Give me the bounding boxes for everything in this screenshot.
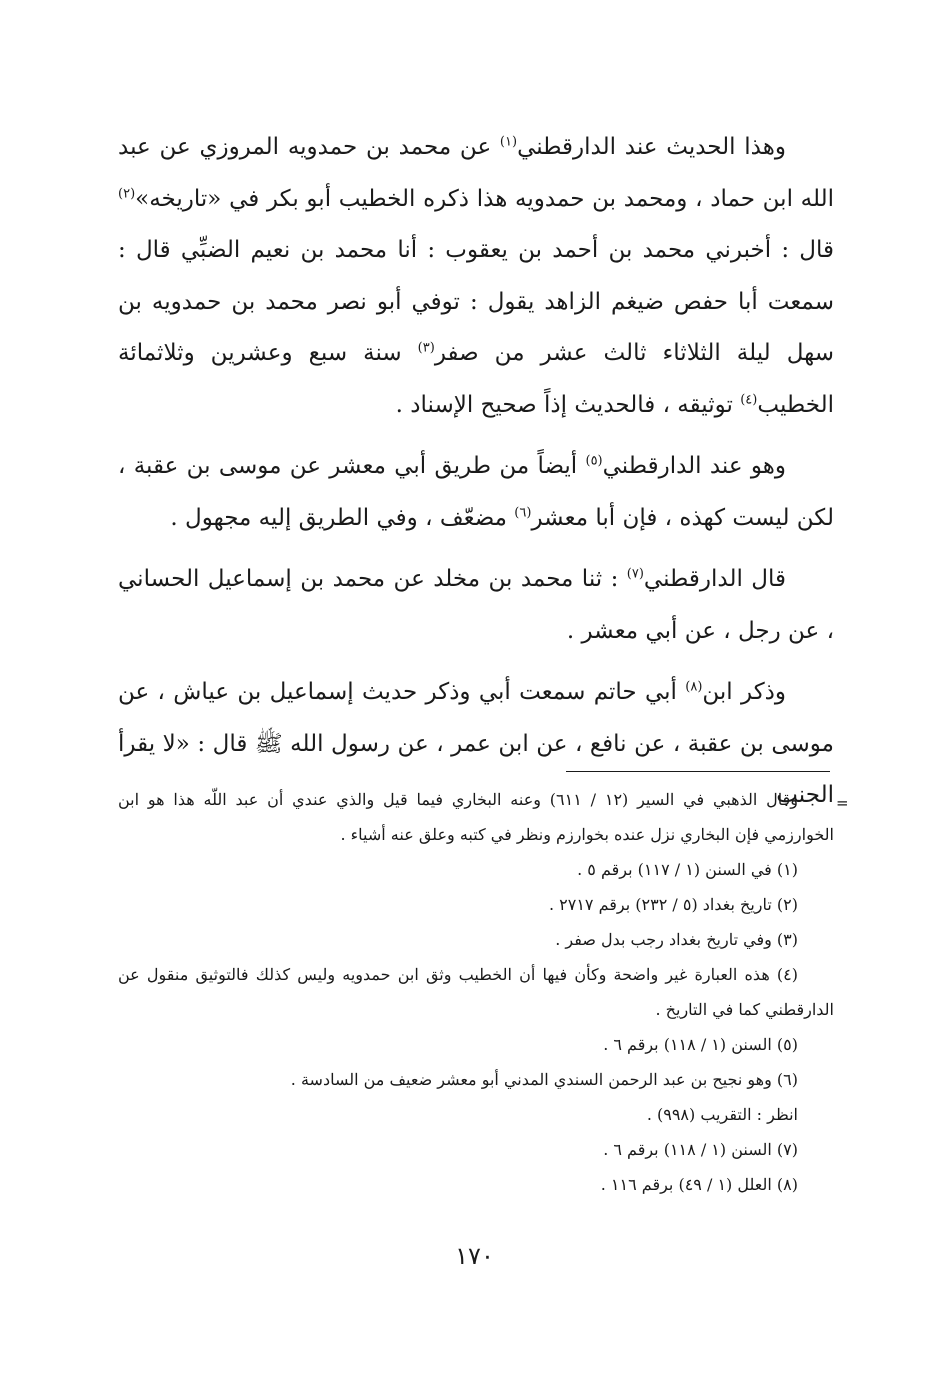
text-run: سنة سبع وعشرين وثلاثمائة الخطيب — [118, 340, 834, 418]
text-run: وهذا الحديث عند الدارقطني — [517, 134, 786, 160]
main-text-block — [118, 122, 834, 822]
footnote-ref-4: (٤) — [740, 391, 758, 407]
footnote-4: (٤) هذه العبارة غير واضحة وكأن فيها أن الخطيب وثق ابن حمدويه وليس كذلك فالتوثيق منقول عن الدارقطني كما في التاريخ . — [118, 965, 834, 1019]
footnote-divider — [566, 771, 830, 772]
footnote-ref-5: (٥) — [585, 453, 603, 469]
footnote-ref-3: (٣) — [417, 340, 435, 356]
paragraph-3 — [118, 554, 834, 657]
footnote-2: (٢) تاريخ بغداد (٥ / ٢٣٢) برقم ٢٧١٧ . — [548, 895, 798, 914]
paragraph-2 — [118, 441, 834, 544]
footnote-ref-7: (٧) — [626, 566, 644, 582]
footnote-ref-2: (٢) — [118, 185, 136, 201]
text-run: توثيقه ، فالحديث إذاً صحيح الإسناد . — [395, 391, 741, 418]
text-run: عن محمد بن حمدويه المروزي عن عبد الله ابن حماد ، ومحمد بن حمدويه هذا ذكره الخطيب أبو بكر في «تاريخه» — [118, 134, 834, 212]
text-run: مضعّف ، وفي الطريق إليه مجهول . — [170, 504, 515, 531]
footnotes-block — [118, 782, 834, 1202]
text-run: وهو عند الدارقطني — [602, 453, 787, 479]
text-run: : ثنا محمد بن مخلد عن محمد بن إسماعيل الحساني ، عن رجل ، عن أبي معشر . — [118, 566, 834, 644]
text-run: قال : أخبرني محمد بن أحمد بن يعقوب : أنا محمد بن نعيم الضبِّي قال : سمعت أبا حفص ضيغم الزاهد يقول : توفي أبو نصر محمد بن حمدويه بن سهل ليلة الثلاثاء ثالث عشر من صفر — [118, 237, 834, 366]
paragraph-1 — [118, 122, 834, 431]
footnote-ref-1: (١) — [499, 134, 518, 150]
footnote-5: (٥) السنن (١ / ١١٨) برقم ٦ . — [603, 1035, 798, 1054]
footnote-3: (٣) وفي تاريخ بغداد رجب بدل صفر . — [555, 930, 798, 949]
footnote-7: (٧) السنن (١ / ١١٨) برقم ٦ . — [603, 1140, 798, 1159]
footnote-ref-6: (٦) — [514, 504, 532, 520]
footnote-8: (٨) العلل (١ / ٤٩) برقم ١١٦ . — [600, 1175, 798, 1194]
text-run: أيضاً من طريق أبي معشر عن موسى بن عقبة ، لكن ليست كهذه ، فإن أبا معشر — [118, 453, 834, 531]
text-run: أبي حاتم سمعت أبي وذكر حديث إسماعيل بن عياش ، عن موسى بن عقبة ، عن نافع ، عن ابن عمر ، عن رسول الله ﷺ قال : «لا يقرأ الجنب — [118, 679, 834, 808]
continuation-mark: = — [836, 794, 849, 812]
footnote-ref-8: (٨) — [685, 679, 703, 695]
text-run: قال الدارقطني — [643, 566, 787, 592]
page-number: ١٧٠ — [455, 1242, 494, 1270]
footnote-1: (١) في السنن (١ / ١١٧) برقم ٥ . — [577, 860, 798, 879]
footnote-6: (٦) وهو نجيح بن عبد الرحمن السندي المدني أبو معشر ضعيف من السادسة . — [290, 1070, 798, 1089]
footnote-continuation: وقال الذهبي في السير (١٢ / ٦١١) وعنه البخاري فيما قيل والذي عندي أن عبد اللّه هذا هو ابن الخوارزمي فإن البخاري نزل عنده بخوارزم ونظر في كتبه وعلق عنه أشياء . — [118, 790, 834, 844]
text-run: وذكر ابن — [702, 679, 786, 705]
footnote-6-ref: انظر : التقريب (٩٩٨) . — [646, 1105, 798, 1124]
